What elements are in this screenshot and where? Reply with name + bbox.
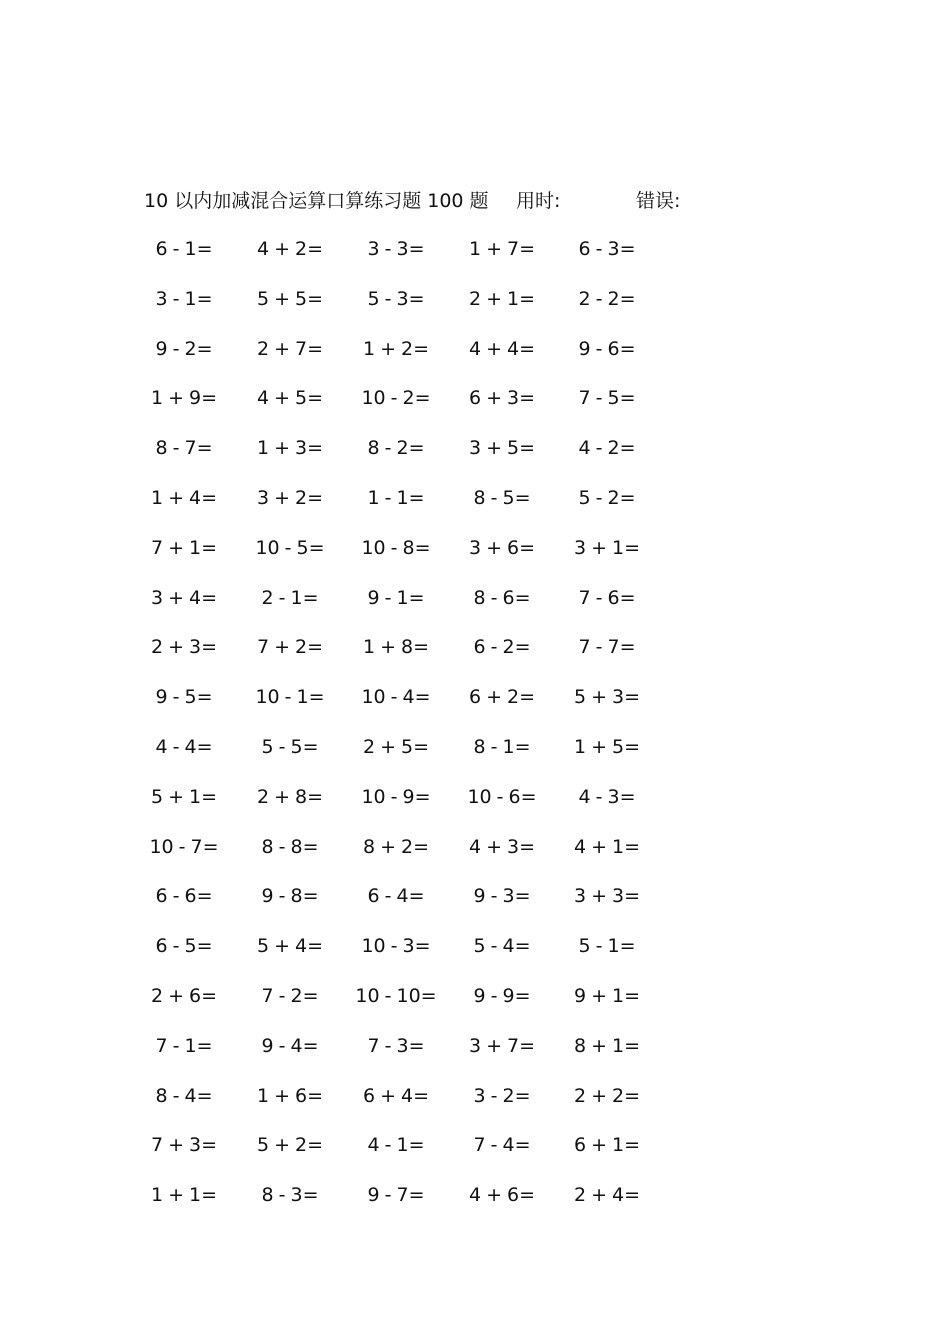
arithmetic-problem: 9 - 1= <box>367 586 425 609</box>
arithmetic-problem: 9 - 7= <box>367 1184 425 1207</box>
arithmetic-problem: 1 + 5= <box>573 735 641 758</box>
arithmetic-problem: 3 + 3= <box>573 885 641 908</box>
arithmetic-problem: 1 + 8= <box>362 636 430 659</box>
arithmetic-problem: 5 - 4= <box>473 935 531 958</box>
arithmetic-problem: 6 - 5= <box>155 935 213 958</box>
problem-row <box>0 830 950 880</box>
arithmetic-problem: 8 - 1= <box>473 735 531 758</box>
arithmetic-problem: 9 + 1= <box>573 984 641 1007</box>
problem-row <box>0 381 950 431</box>
problem-row <box>0 780 950 830</box>
arithmetic-problem: 9 - 4= <box>261 1034 319 1057</box>
arithmetic-problem: 9 - 3= <box>473 885 531 908</box>
problem-row <box>0 879 950 929</box>
arithmetic-problem: 5 + 2= <box>256 1134 324 1157</box>
arithmetic-problem: 3 - 1= <box>155 287 213 310</box>
problem-row <box>0 1128 950 1178</box>
arithmetic-problem: 4 - 3= <box>578 785 636 808</box>
arithmetic-problem: 3 + 1= <box>573 536 641 559</box>
arithmetic-problem: 4 - 2= <box>578 437 636 460</box>
arithmetic-problem: 4 + 2= <box>256 238 324 260</box>
problem-row <box>0 332 950 382</box>
arithmetic-problem: 2 + 6= <box>150 984 218 1007</box>
arithmetic-problem: 7 + 1= <box>150 536 218 559</box>
arithmetic-problem: 10 - 7= <box>149 835 219 858</box>
problem-grid <box>0 232 950 1228</box>
arithmetic-problem: 4 - 4= <box>155 735 213 758</box>
arithmetic-problem: 2 - 1= <box>261 586 319 609</box>
arithmetic-problem: 5 + 1= <box>150 785 218 808</box>
arithmetic-problem: 4 + 4= <box>468 337 536 360</box>
arithmetic-problem: 1 + 6= <box>256 1084 324 1107</box>
arithmetic-problem: 2 + 4= <box>573 1184 641 1207</box>
problem-row <box>0 481 950 531</box>
arithmetic-problem: 5 - 1= <box>578 935 636 958</box>
worksheet-header <box>144 186 844 216</box>
arithmetic-problem: 7 + 2= <box>256 636 324 659</box>
arithmetic-problem: 10 - 4= <box>361 686 431 709</box>
arithmetic-problem: 2 + 7= <box>256 337 324 360</box>
arithmetic-problem: 7 - 3= <box>367 1034 425 1057</box>
arithmetic-problem: 7 - 7= <box>578 636 636 659</box>
arithmetic-problem: 1 + 9= <box>150 387 218 410</box>
time-used-label: 用时: <box>516 190 561 212</box>
arithmetic-problem: 8 - 3= <box>261 1184 319 1207</box>
arithmetic-problem: 3 + 4= <box>150 586 218 609</box>
arithmetic-problem: 10 - 5= <box>255 536 325 559</box>
arithmetic-problem: 5 - 2= <box>578 486 636 509</box>
arithmetic-problem: 3 - 2= <box>473 1084 531 1107</box>
arithmetic-problem: 3 + 5= <box>468 437 536 460</box>
arithmetic-problem: 10 - 2= <box>361 387 431 410</box>
arithmetic-problem: 9 - 5= <box>155 686 213 709</box>
arithmetic-problem: 6 - 2= <box>473 636 531 659</box>
arithmetic-problem: 7 - 1= <box>155 1034 213 1057</box>
problem-row <box>0 1079 950 1129</box>
arithmetic-problem: 2 + 8= <box>256 785 324 808</box>
arithmetic-problem: 6 + 1= <box>573 1134 641 1157</box>
arithmetic-problem: 7 - 2= <box>261 984 319 1007</box>
worksheet-title: 10 以内加减混合运算口算练习题 100 题 <box>144 190 489 212</box>
arithmetic-problem: 6 - 6= <box>155 885 213 908</box>
arithmetic-problem: 10 - 3= <box>361 935 431 958</box>
arithmetic-problem: 6 + 2= <box>468 686 536 709</box>
arithmetic-problem: 10 - 1= <box>255 686 325 709</box>
arithmetic-problem: 5 + 3= <box>573 686 641 709</box>
arithmetic-problem: 7 - 6= <box>578 586 636 609</box>
arithmetic-problem: 4 - 1= <box>367 1134 425 1157</box>
arithmetic-problem: 3 + 7= <box>468 1034 536 1057</box>
arithmetic-problem: 9 - 9= <box>473 984 531 1007</box>
arithmetic-problem: 1 + 1= <box>150 1184 218 1207</box>
problem-row <box>0 581 950 631</box>
arithmetic-problem: 5 - 5= <box>261 735 319 758</box>
arithmetic-problem: 10 - 8= <box>361 536 431 559</box>
arithmetic-problem: 9 - 6= <box>578 337 636 360</box>
arithmetic-problem: 8 + 2= <box>362 835 430 858</box>
arithmetic-problem: 10 - 10= <box>355 984 437 1007</box>
arithmetic-problem: 1 + 2= <box>362 337 430 360</box>
problem-row <box>0 680 950 730</box>
arithmetic-problem: 7 + 3= <box>150 1134 218 1157</box>
arithmetic-problem: 3 - 3= <box>367 238 425 260</box>
arithmetic-problem: 8 - 7= <box>155 437 213 460</box>
arithmetic-problem: 8 - 6= <box>473 586 531 609</box>
arithmetic-problem: 2 + 3= <box>150 636 218 659</box>
problem-row <box>0 979 950 1029</box>
problem-row <box>0 630 950 680</box>
arithmetic-problem: 10 - 6= <box>467 785 537 808</box>
arithmetic-problem: 5 + 5= <box>256 287 324 310</box>
arithmetic-problem: 2 - 2= <box>578 287 636 310</box>
problem-row <box>0 1029 950 1079</box>
problem-row <box>0 1178 950 1228</box>
arithmetic-problem: 1 + 4= <box>150 486 218 509</box>
arithmetic-problem: 10 - 9= <box>361 785 431 808</box>
problem-row <box>0 531 950 581</box>
arithmetic-problem: 7 - 4= <box>473 1134 531 1157</box>
arithmetic-problem: 3 + 2= <box>256 486 324 509</box>
arithmetic-problem: 2 + 5= <box>362 735 430 758</box>
arithmetic-problem: 1 - 1= <box>367 486 425 509</box>
arithmetic-problem: 1 + 3= <box>256 437 324 460</box>
arithmetic-problem: 6 - 1= <box>155 238 213 260</box>
arithmetic-problem: 5 - 3= <box>367 287 425 310</box>
arithmetic-problem: 8 - 5= <box>473 486 531 509</box>
arithmetic-problem: 2 + 2= <box>573 1084 641 1107</box>
arithmetic-problem: 7 - 5= <box>578 387 636 410</box>
arithmetic-problem: 4 + 6= <box>468 1184 536 1207</box>
problem-row <box>0 431 950 481</box>
problem-row <box>0 282 950 332</box>
arithmetic-problem: 6 + 3= <box>468 387 536 410</box>
arithmetic-problem: 4 + 5= <box>256 387 324 410</box>
arithmetic-problem: 8 - 4= <box>155 1084 213 1107</box>
arithmetic-problem: 5 + 4= <box>256 935 324 958</box>
arithmetic-problem: 4 + 3= <box>468 835 536 858</box>
problem-row <box>0 730 950 780</box>
arithmetic-problem: 1 + 7= <box>468 238 536 260</box>
arithmetic-problem: 6 - 3= <box>578 238 636 260</box>
arithmetic-problem: 8 + 1= <box>573 1034 641 1057</box>
arithmetic-problem: 6 - 4= <box>367 885 425 908</box>
arithmetic-problem: 8 - 2= <box>367 437 425 460</box>
arithmetic-problem: 6 + 4= <box>362 1084 430 1107</box>
arithmetic-problem: 9 - 2= <box>155 337 213 360</box>
problem-row <box>0 929 950 979</box>
arithmetic-problem: 3 + 6= <box>468 536 536 559</box>
error-count-label: 错误: <box>636 190 681 212</box>
arithmetic-problem: 9 - 8= <box>261 885 319 908</box>
arithmetic-problem: 2 + 1= <box>468 287 536 310</box>
problem-row <box>0 232 950 282</box>
arithmetic-problem: 4 + 1= <box>573 835 641 858</box>
arithmetic-problem: 8 - 8= <box>261 835 319 858</box>
